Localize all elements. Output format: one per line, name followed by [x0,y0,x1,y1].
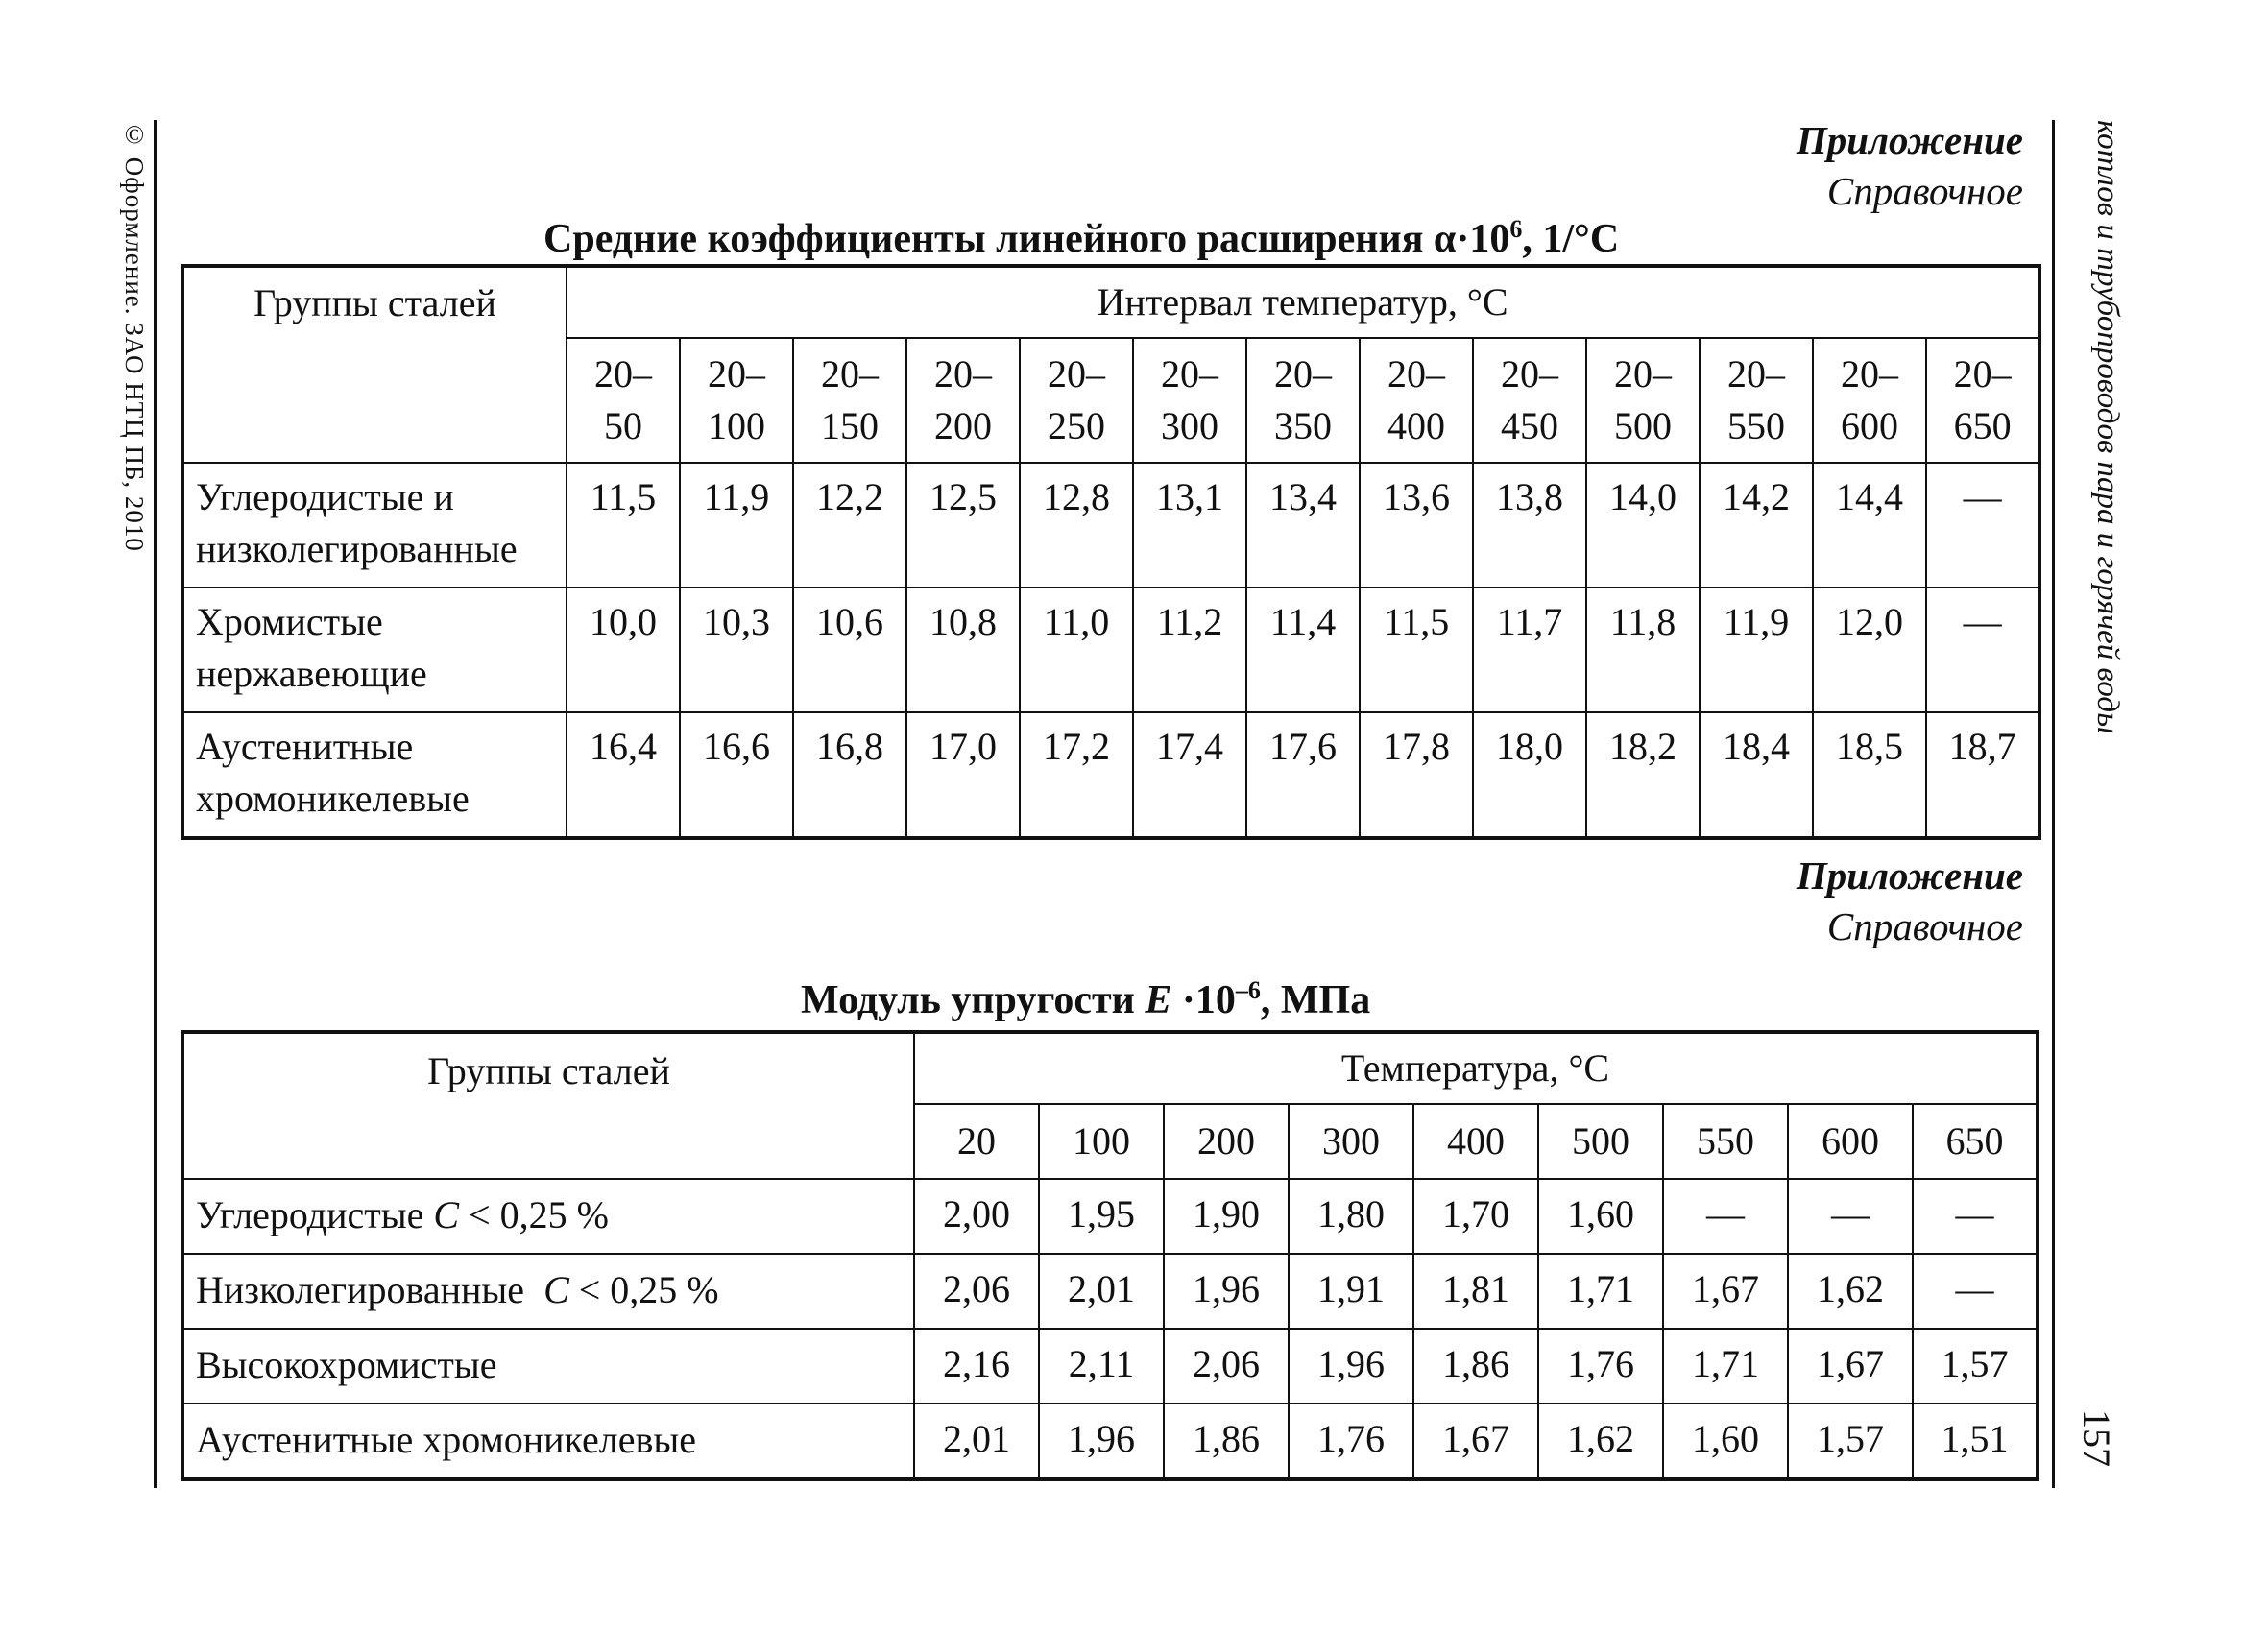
coefficient-value: 11,2 [1133,588,1246,712]
temperature-range-column [1700,338,1813,463]
steel-group-label: Высокохромистые [196,1343,497,1386]
range-start: 20– [708,352,765,396]
steel-groups-header: Группы сталей [182,1032,914,1179]
range-end: 400 [1387,404,1445,447]
coefficient-value: 11,0 [1020,588,1133,712]
range-start: 20– [934,352,992,396]
table-row [182,1179,2038,1254]
temperature-range-column [1473,338,1586,463]
appendix-label-1: Приложение [1796,118,2023,162]
coefficient-value: 12,2 [793,463,906,588]
table1-title-unit: , 1/°C [1522,217,1620,261]
elastic-modulus-table [181,1030,2039,1481]
temperature-header: Температура, °C [914,1032,2038,1104]
temperature-column: 300 [1289,1104,1413,1179]
modulus-value: — [1913,1179,2038,1254]
range-end: 450 [1501,404,1558,447]
running-header: котлов и трубопроводов пара и горячей воды [2090,120,2125,734]
table2-title-unit: , МПа [1260,978,1371,1022]
temperature-range-column [1586,338,1700,463]
page-number: 157 [2075,1409,2118,1467]
carbon-variable: C [433,1193,460,1236]
modulus-value: 2,01 [1039,1254,1164,1329]
temperature-range-column [567,338,680,463]
coefficient-value: 12,8 [1020,463,1133,588]
steel-group-label: Углеродистые [196,1193,434,1236]
modulus-value: 1,96 [1039,1404,1164,1479]
range-start: 20– [1161,352,1218,396]
range-start: 20– [1841,352,1898,396]
coefficient-value: 11,5 [1360,588,1473,712]
temperature-range-column [1813,338,1926,463]
temperature-column: 200 [1164,1104,1289,1179]
range-start: 20– [1387,352,1445,396]
temperature-column: 400 [1413,1104,1538,1179]
coefficient-value: 14,4 [1813,463,1926,588]
table1-title-exponent: 6 [1509,215,1523,243]
modulus-value: 1,76 [1289,1404,1413,1479]
modulus-value: 2,06 [914,1254,1039,1329]
coefficient-value: 11,4 [1246,588,1360,712]
table1-title-main: Средние коэффициенты линейного расширения α·10 [543,217,1510,261]
coefficient-value: 11,8 [1586,588,1700,712]
coefficient-value: 18,4 [1700,712,1813,838]
modulus-value: 1,57 [1913,1329,2038,1404]
coefficient-value: 13,8 [1473,463,1586,588]
table-row [182,1404,2038,1479]
coefficient-value: 18,5 [1813,712,1926,838]
range-end: 350 [1274,404,1332,447]
modulus-value: 1,86 [1164,1404,1289,1479]
steel-group-name [182,588,567,712]
steel-groups-header: Группы сталей [182,266,567,463]
steel-group-name [182,1179,914,1254]
temperature-column: 550 [1663,1104,1788,1179]
temperature-column: 650 [1913,1104,2038,1179]
modulus-value: 1,62 [1538,1404,1663,1479]
modulus-value: 1,91 [1289,1254,1413,1329]
modulus-value: 1,86 [1413,1329,1538,1404]
range-start: 20– [1727,352,1785,396]
right-margin-rule [2052,120,2055,1488]
table2-title-mid: ·10 [1171,978,1236,1022]
carbon-variable: C [543,1268,569,1311]
coefficient-value: 17,0 [906,712,1020,838]
coefficient-value: 17,6 [1246,712,1360,838]
coefficient-value: 13,1 [1133,463,1246,588]
modulus-value: 1,71 [1663,1329,1788,1404]
modulus-value: 1,71 [1538,1254,1663,1329]
modulus-value: 1,81 [1413,1254,1538,1329]
modulus-value: 1,95 [1039,1179,1164,1254]
temperature-range-column [906,338,1020,463]
coefficient-value: 13,4 [1246,463,1360,588]
range-start: 20– [594,352,652,396]
range-end: 300 [1161,404,1218,447]
steel-group-label: Аустенитные хромоникелевые [196,1418,696,1461]
coefficient-value: 10,6 [793,588,906,712]
temperature-column: 500 [1538,1104,1663,1179]
coefficient-value: 11,9 [1700,588,1813,712]
modulus-value: — [1788,1179,1913,1254]
range-end: 500 [1614,404,1672,447]
temperature-column: 20 [914,1104,1039,1179]
coefficient-value: — [1926,588,2039,712]
coefficient-value: 11,9 [680,463,793,588]
carbon-condition: < 0,25 % [459,1193,609,1236]
modulus-value: 1,51 [1913,1404,2038,1479]
temperature-column: 100 [1039,1104,1164,1179]
range-start: 20– [1048,352,1105,396]
coefficient-value: 13,6 [1360,463,1473,588]
modulus-value: 1,57 [1788,1404,1913,1479]
table-row [182,1329,2038,1404]
steel-group-name-line: хромоникелевые [196,777,470,820]
coefficient-value: — [1926,463,2039,588]
appendix-label-2: Приложение [1796,853,2023,898]
modulus-value: 2,01 [914,1404,1039,1479]
range-end: 600 [1841,404,1898,447]
table2-title-exponent: –6 [1235,976,1261,1004]
modulus-value: 1,67 [1663,1254,1788,1329]
modulus-value: 1,76 [1538,1329,1663,1404]
steel-group-name [182,1254,914,1329]
carbon-condition: < 0,25 % [568,1268,719,1311]
range-start: 20– [821,352,879,396]
modulus-value: 1,96 [1164,1254,1289,1329]
temperature-range-column [680,338,793,463]
coefficient-value: 16,8 [793,712,906,838]
range-end: 650 [1953,404,2012,447]
range-end: 50 [604,404,642,447]
modulus-value: 1,96 [1289,1329,1413,1404]
coefficient-value: 18,0 [1473,712,1586,838]
coefficient-value: 17,8 [1360,712,1473,838]
coefficient-value: 17,2 [1020,712,1133,838]
coefficient-value: 18,2 [1586,712,1700,838]
coefficient-value: 16,4 [567,712,680,838]
table-row [182,1254,2038,1329]
modulus-value: 1,70 [1413,1179,1538,1254]
range-start: 20– [1953,352,2012,396]
modulus-value: 1,60 [1538,1179,1663,1254]
modulus-value: 1,67 [1788,1329,1913,1404]
coefficient-value: 12,0 [1813,588,1926,712]
modulus-value: 1,60 [1663,1404,1788,1479]
modulus-value: 1,67 [1413,1404,1538,1479]
modulus-value: 1,80 [1289,1179,1413,1254]
steel-group-name-line: низколегированные [196,527,518,570]
modulus-value: 2,11 [1039,1329,1164,1404]
steel-group-name-line: Аустенитные [196,725,414,768]
temperature-range-column [1020,338,1133,463]
table2-title-variable: E [1145,978,1172,1022]
coefficient-value: 10,8 [906,588,1020,712]
range-start: 20– [1501,352,1558,396]
steel-group-name-line: нержавеющие [196,652,427,695]
coefficient-value: 11,7 [1473,588,1586,712]
modulus-value: 2,06 [1164,1329,1289,1404]
steel-group-name [182,463,567,588]
range-start: 20– [1614,352,1672,396]
coefficient-value: 14,2 [1700,463,1813,588]
table-row [182,712,2039,838]
expansion-coefficient-table [181,264,2041,840]
steel-group-name-line: Хромистые [196,600,383,643]
table2-title [801,976,1370,1023]
modulus-value: 1,90 [1164,1179,1289,1254]
table1-title [543,215,1619,262]
range-end: 150 [821,404,879,447]
modulus-value: 2,00 [914,1179,1039,1254]
range-start: 20– [1274,352,1332,396]
appendix-reference-2: Справочное [1826,904,2023,948]
coefficient-value: 16,6 [680,712,793,838]
modulus-value: — [1663,1179,1788,1254]
temperature-range-column [1360,338,1473,463]
coefficient-value: 17,4 [1133,712,1246,838]
range-end: 250 [1048,404,1105,447]
steel-group-name [182,1329,914,1404]
appendix-reference-1: Справочное [1826,169,2023,213]
coefficient-value: 10,0 [567,588,680,712]
steel-group-name-line: Углеродистые и [196,475,454,518]
steel-group-name [182,712,567,838]
coefficient-value: 14,0 [1586,463,1700,588]
range-end: 200 [934,404,992,447]
temperature-range-column [793,338,906,463]
coefficient-value: 10,3 [680,588,793,712]
steel-group-label: Низколегированные [196,1268,544,1311]
temperature-column: 600 [1788,1104,1913,1179]
coefficient-value: 18,7 [1926,712,2039,838]
table-row [182,588,2039,712]
modulus-value: 1,62 [1788,1254,1913,1329]
copyright-note: © Оформление. ЗАО НТЦ ПБ, 2010 [120,120,149,552]
modulus-value: 2,16 [914,1329,1039,1404]
temperature-range-column [1246,338,1360,463]
coefficient-value: 11,5 [567,463,680,588]
range-end: 550 [1727,404,1785,447]
range-end: 100 [708,404,765,447]
table-row [182,463,2039,588]
steel-group-name [182,1404,914,1479]
temperature-range-header: Интервал температур, °C [567,266,2039,338]
table2-title-main: Модуль упругости [801,978,1146,1022]
temperature-range-column [1133,338,1246,463]
coefficient-value: 12,5 [906,463,1020,588]
left-margin-rule [154,120,157,1488]
temperature-range-column [1926,338,2039,463]
modulus-value: — [1913,1254,2038,1329]
